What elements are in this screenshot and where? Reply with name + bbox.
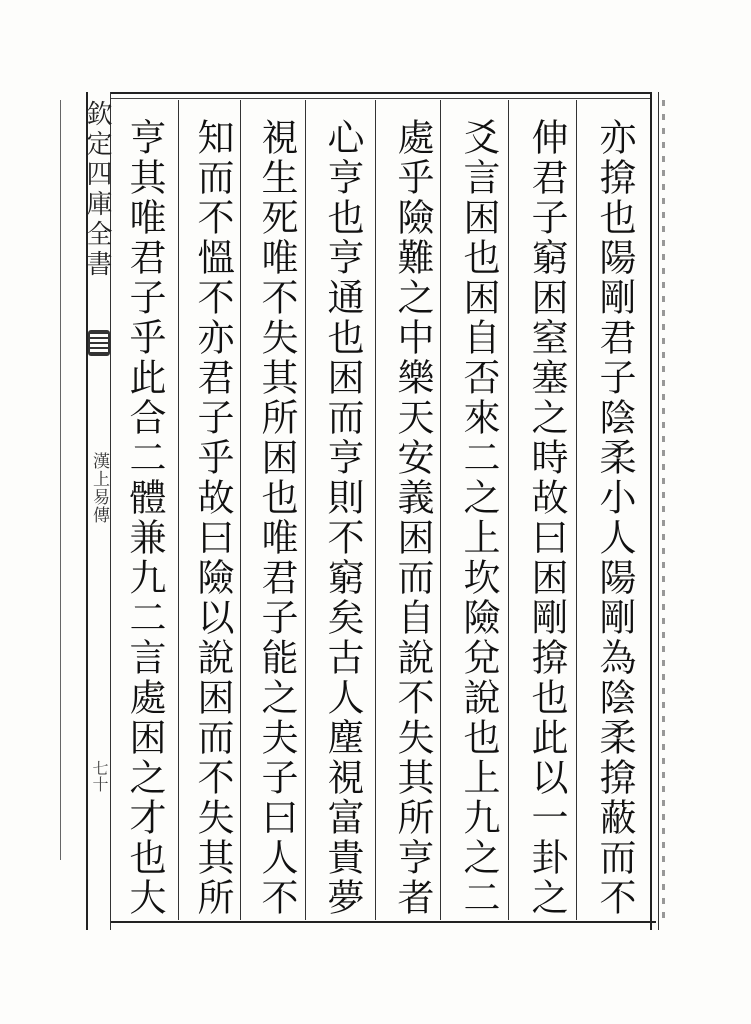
text-column-8: 亨其唯君子乎此合二體兼九二言處困之才也大 — [123, 118, 166, 918]
column-divider — [576, 100, 577, 920]
page-number: 七十 — [90, 760, 109, 792]
page-edge-marks — [662, 100, 665, 920]
column-divider — [178, 100, 179, 920]
frame-top-border — [110, 92, 650, 99]
text-column-5: 心亨也亨通也困而亨則不窮矣古人塵視富貴夢 — [321, 118, 364, 918]
text-column-4: 處乎險難之中樂天安義困而自說不失其所亨者 — [391, 118, 434, 918]
column-divider — [240, 100, 241, 920]
fish-tail-mark-icon — [88, 330, 110, 356]
text-column-7: 知而不慍不亦君子乎故曰險以說困而不失其所 — [191, 118, 234, 918]
column-divider — [508, 100, 509, 920]
text-column-6: 視生死唯不失其所困也唯君子能之夫子曰人不 — [255, 118, 298, 918]
book-title: 欽定四庫全書 — [82, 100, 112, 280]
frame-bottom-border — [110, 918, 656, 923]
column-divider — [305, 100, 306, 920]
text-column-3: 爻言困也困自否來二之上坎險兌說也上九之二 — [457, 118, 500, 918]
column-divider — [375, 100, 376, 920]
frame-right-border — [650, 92, 659, 930]
column-divider — [440, 100, 441, 920]
text-column-2: 伸君子窮困窒塞之時故曰困剛揜也此以一卦之 — [525, 118, 568, 918]
text-column-1: 亦揜也陽剛君子陰柔小人陽剛為陰柔揜蔽而不 — [593, 118, 636, 918]
book-subtitle: 漢上易傳 — [89, 452, 109, 524]
binding-edge — [60, 100, 83, 860]
